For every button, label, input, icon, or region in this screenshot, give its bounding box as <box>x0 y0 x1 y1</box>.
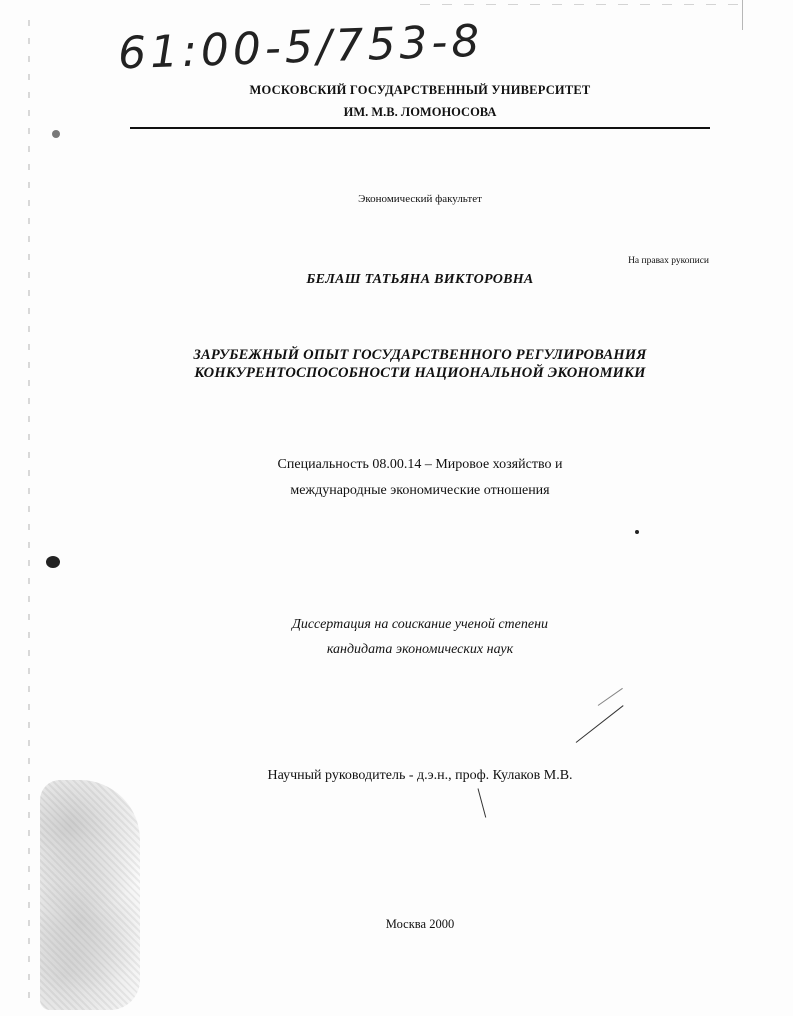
header-divider <box>130 127 710 129</box>
dissertation-title-line2: КОНКУРЕНТОСПОСОБНОСТИ НАЦИОНАЛЬНОЙ ЭКОНОМИКИ <box>194 365 646 381</box>
university-name: МОСКОВСКИЙ ГОСУДАРСТВЕННЫЙ УНИВЕРСИТЕТ <box>249 83 591 97</box>
dissertation-title-line1: ЗАРУБЕЖНЫЙ ОПЫТ ГОСУДАРСТВЕННОГО РЕГУЛИРОВАНИЯ <box>193 347 647 363</box>
specialty-line1: Специальность 08.00.14 – Мировое хозяйство и <box>277 457 563 472</box>
university-named-after: ИМ. М.В. ЛОМОНОСОВА <box>343 105 497 119</box>
rights-note: На правах рукописи <box>628 256 709 266</box>
pen-stroke <box>478 788 487 817</box>
scan-left-edge-artifact <box>28 20 30 1000</box>
ink-blot <box>52 130 60 138</box>
ink-blot <box>46 556 60 568</box>
handwritten-catalog-number: 61:00-5/753-8 <box>117 15 485 80</box>
ink-blot <box>635 530 639 534</box>
author-name: БЕЛАШ ТАТЬЯНА ВИКТОРОВНА <box>306 272 534 287</box>
degree-line1: Диссертация на соискание ученой степени <box>291 617 549 632</box>
specialty-line2: международные экономические отношения <box>290 483 550 498</box>
degree-line2: кандидата экономических наук <box>326 642 514 657</box>
scan-top-edge-artifact <box>420 4 750 5</box>
city-year: Москва 2000 <box>385 917 455 931</box>
faculty-name: Экономический факультет <box>358 193 482 205</box>
pen-stroke <box>576 705 624 743</box>
scientific-supervisor: Научный руководитель - д.э.н., проф. Кулаков М.В. <box>267 768 573 783</box>
scan-right-edge-artifact <box>742 0 743 30</box>
pen-stroke <box>598 688 623 706</box>
scan-stain <box>40 780 140 1010</box>
